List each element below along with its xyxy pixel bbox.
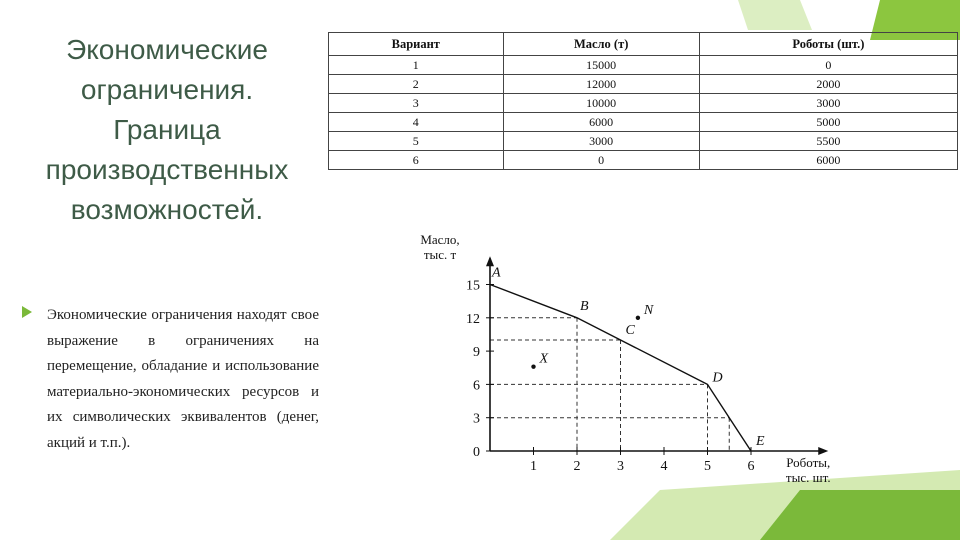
table-row xyxy=(329,56,958,75)
table-cell: 6 xyxy=(329,151,504,170)
bullet-arrow-icon xyxy=(22,306,32,318)
table-header-row xyxy=(329,33,958,56)
slide-title xyxy=(22,30,312,230)
table-cell: 5 xyxy=(329,132,504,151)
table-header-cell: Роботы (шт.) xyxy=(699,33,957,56)
production-table xyxy=(328,32,958,170)
table-cell: 3000 xyxy=(503,132,699,151)
table-cell: 2000 xyxy=(699,75,957,94)
y-tick-label: 0 xyxy=(473,445,480,460)
table-row xyxy=(329,113,958,132)
x-tick-label: 3 xyxy=(617,459,624,474)
table-row xyxy=(329,75,958,94)
title-line: Граница xyxy=(113,114,221,145)
table-cell: 5500 xyxy=(699,132,957,151)
title-line: Экономические xyxy=(66,34,268,65)
corner-shape-top-light xyxy=(738,0,812,30)
x-axis-arrow-icon xyxy=(818,447,828,455)
y-tick-label: 15 xyxy=(466,278,480,294)
y-tick-label: 9 xyxy=(473,345,480,361)
table-cell: 4 xyxy=(329,113,504,132)
point-label: E xyxy=(756,434,765,449)
table-cell: 12000 xyxy=(503,75,699,94)
y-axis-label: Масло, xyxy=(420,232,460,247)
y-tick-label: 6 xyxy=(473,378,480,394)
table-row xyxy=(329,151,958,170)
table-row xyxy=(329,132,958,151)
table-cell: 6000 xyxy=(503,113,699,132)
table-cell: 3 xyxy=(329,94,504,113)
table-cell: 0 xyxy=(699,56,957,75)
table-cell: 3000 xyxy=(699,94,957,113)
bullet-text: Экономические ограничения находят свое выражение в ограничениях на перемещение, обладание и использование материально-экономических ресурсов и их символических эквивалентов (денег, акций и т.п.). xyxy=(47,307,319,451)
x-tick-label: 2 xyxy=(573,459,581,474)
table-cell: 2 xyxy=(329,75,504,94)
x-tick-label: 6 xyxy=(747,459,755,474)
title-line: ограничения. xyxy=(80,74,254,105)
point-label: C xyxy=(625,323,635,338)
x-axis-label: Роботы, xyxy=(786,455,831,470)
extra-point xyxy=(636,316,640,320)
extra-point xyxy=(531,364,535,368)
table-cell: 0 xyxy=(503,151,699,170)
table-cell: 1 xyxy=(329,56,504,75)
y-tick-label: 3 xyxy=(473,411,480,427)
table-header-cell: Масло (т) xyxy=(503,33,699,56)
title-line: возможностей. xyxy=(70,194,264,225)
table-cell: 5000 xyxy=(699,113,957,132)
point-label: N xyxy=(643,302,654,318)
y-axis-label: тыс. т xyxy=(423,247,457,262)
ppf-chart xyxy=(400,220,860,495)
x-axis-label: тыс. шт. xyxy=(785,470,831,485)
x-tick-label: 5 xyxy=(704,459,711,474)
point-label: X xyxy=(539,351,549,367)
y-tick-label: 12 xyxy=(466,311,480,327)
x-tick-label: 4 xyxy=(660,459,668,474)
point-label: A xyxy=(492,265,501,281)
title-line: производственных xyxy=(45,154,289,185)
table-header-cell: Вариант xyxy=(329,33,504,56)
point-label: B xyxy=(580,298,589,314)
table-cell: 10000 xyxy=(503,94,699,113)
table-cell: 15000 xyxy=(503,56,699,75)
x-tick-label: 1 xyxy=(530,459,537,474)
table-row xyxy=(329,94,958,113)
table-cell: 6000 xyxy=(699,151,957,170)
point-label: D xyxy=(712,370,723,386)
